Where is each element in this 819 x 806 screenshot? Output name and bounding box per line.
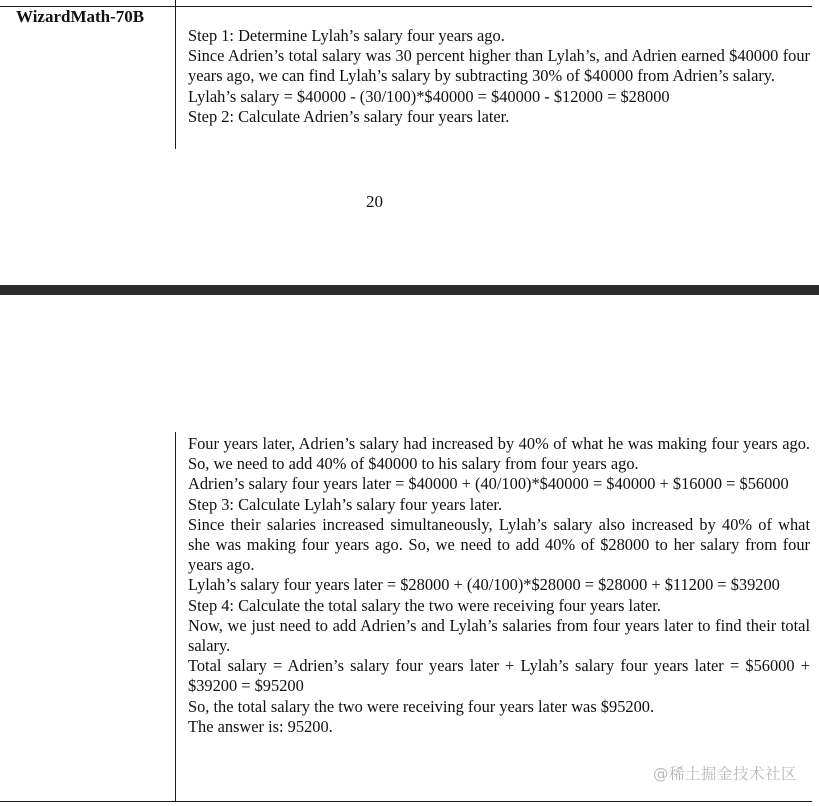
site-watermark: @稀土掘金技术社区 [652,765,797,783]
model-response-cell-top [188,26,810,127]
table-bottom-rule [0,801,812,802]
response-line: Now, we just need to add Adrien’s and Lylah’s salaries from four years later to find their total salary. [188,615,810,656]
response-line: Lylah’s salary = $40000 - (30/100)*$40000 = $40000 - $12000 = $28000 [188,86,670,106]
model-response-cell-bottom [188,434,810,737]
model-name-cell: WizardMath-70B [16,7,145,26]
table-column-divider [175,0,176,149]
response-line: Step 4: Calculate the total salary the two were receiving four years later. [188,595,661,615]
response-line: Four years later, Adrien’s salary had increased by 40% of what he was making four years ago. So, we need to add 40% of $40000 to his salary from four years ago. [188,434,810,474]
page-break-bar [0,285,819,295]
table-column-divider [175,432,176,801]
response-line: Adrien’s salary four years later = $40000 + (40/100)*$40000 = $40000 + $16000 = $56000 [188,474,789,494]
response-line: Step 2: Calculate Adrien’s salary four years later. [188,106,510,126]
response-line: Since Adrien’s total salary was 30 percent higher than Lylah’s, and Adrien earned $40000 four years ago, we can find Lylah’s salary by subtracting 30% of $40000 from Adrien’s salary. [188,46,810,86]
response-line: Step 3: Calculate Lylah’s salary four years later. [188,494,503,514]
page-number: 20 [366,192,383,211]
response-line: The answer is: 95200. [188,716,333,736]
response-line: Total salary = Adrien’s salary four years later + Lylah’s salary four years later = $56000 + $39200 = $95200 [188,656,810,696]
response-line: So, the total salary the two were receiving four years later was $95200. [188,696,655,716]
response-line: Since their salaries increased simultaneously, Lylah’s salary also increased by 40% of what she was making four years ago. So, we need to add 40% of $28000 to her salary from four years ago. [188,514,810,575]
response-line: Lylah’s salary four years later = $28000 + (40/100)*$28000 = $28000 + $11200 = $39200 [188,575,780,595]
response-line: Step 1: Determine Lylah’s salary four years ago. [188,26,505,45]
